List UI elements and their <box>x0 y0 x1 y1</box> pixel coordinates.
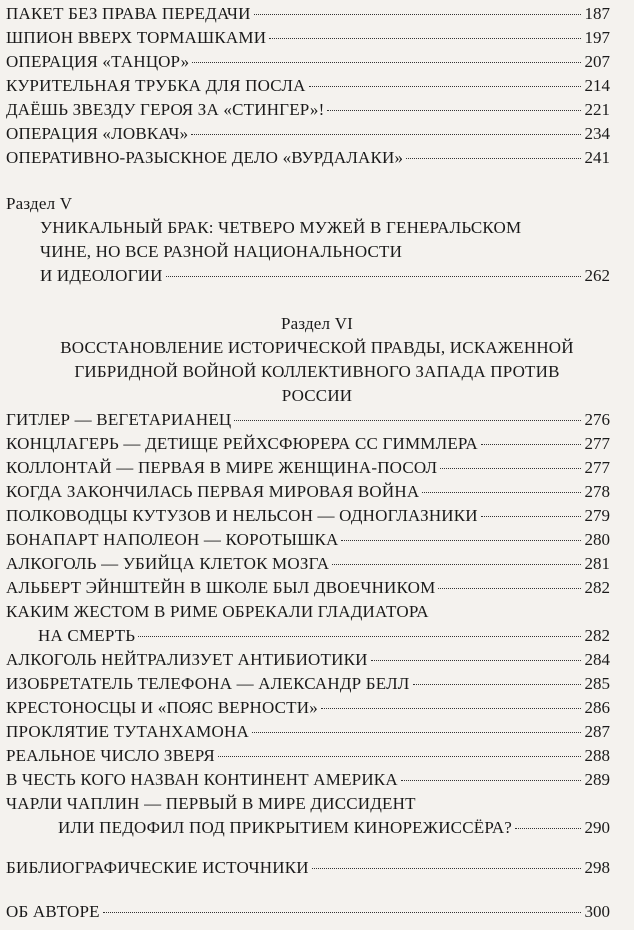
toc-entry-page: 234 <box>584 124 610 143</box>
toc-entry-page: 287 <box>584 722 610 741</box>
toc-entry <box>40 264 610 288</box>
toc-entry-page: 207 <box>584 52 610 71</box>
toc-entry <box>6 768 610 792</box>
toc-entry-title: ОБ АВТОРЕ <box>6 902 100 921</box>
toc-entry-page: 197 <box>584 28 610 47</box>
toc-entry <box>6 576 610 600</box>
toc-entry-title: В ЧЕСТЬ КОГО НАЗВАН КОНТИНЕНТ АМЕРИКА <box>6 770 398 789</box>
toc-entry-page: 286 <box>584 698 610 717</box>
toc-entry-page: 282 <box>584 578 610 597</box>
toc-entry <box>6 720 610 744</box>
toc-entry <box>6 456 610 480</box>
dot-leader <box>234 419 580 421</box>
toc-entry <box>58 816 610 840</box>
dot-leader <box>192 61 580 63</box>
toc-entry-title: КОНЦЛАГЕРЬ — ДЕТИЩЕ РЕЙХСФЮРЕРА СС ГИММЛЕРА <box>6 434 478 453</box>
toc-entry-title: КРЕСТОНОСЦЫ И «ПОЯС ВЕРНОСТИ» <box>6 698 318 717</box>
toc-entry-title: ИЗОБРЕТАТЕЛЬ ТЕЛЕФОНА — АЛЕКСАНДР БЕЛЛ <box>6 674 410 693</box>
toc-entry <box>6 648 610 672</box>
toc-entry-page: 285 <box>584 674 610 693</box>
toc-entry <box>6 696 610 720</box>
dot-leader <box>481 443 581 445</box>
dot-leader <box>254 13 581 15</box>
section-vi-label: Раздел VI <box>280 314 354 333</box>
toc-entry-title-line2: ИЛИ ПЕДОФИЛ ПОД ПРИКРЫТИЕМ КИНОРЕЖИССЁРА? <box>58 818 513 837</box>
toc-entry-title-line2: НА СМЕРТЬ <box>38 626 136 645</box>
toc-entry-title: ОПЕРАЦИЯ «ЛОВКАЧ» <box>6 124 189 143</box>
dot-leader <box>332 563 580 565</box>
toc-entry-page: 281 <box>584 554 610 573</box>
toc-entry <box>38 624 610 648</box>
dot-leader <box>371 659 581 661</box>
section-v-title-line3: И ИДЕОЛОГИИ <box>40 266 163 285</box>
toc-entry-page: 262 <box>584 266 610 285</box>
toc-entry-title: БОНАПАРТ НАПОЛЕОН — КОРОТЫШКА <box>6 530 339 549</box>
toc-entry-page: 300 <box>584 902 610 921</box>
toc-entry-page: 288 <box>584 746 610 765</box>
dot-leader <box>166 275 581 277</box>
toc-entry-title: КОЛЛОНТАЙ — ПЕРВАЯ В МИРЕ ЖЕНЩИНА-ПОСОЛ <box>6 458 438 477</box>
dot-leader <box>515 827 580 829</box>
toc-entry-page: 279 <box>584 506 610 525</box>
toc-entry-page: 298 <box>584 858 610 877</box>
dot-leader <box>138 635 580 637</box>
toc-entry-page: 214 <box>584 76 610 95</box>
toc-entry-page: 187 <box>584 4 610 23</box>
dot-leader <box>252 731 581 733</box>
dot-leader <box>269 37 580 39</box>
section-vi-heading-line2: ГИБРИДНОЙ ВОЙНОЙ КОЛЛЕКТИВНОГО ЗАПАДА ПРОТИВ <box>74 362 560 381</box>
toc-entry-title: ПОЛКОВОДЦЫ КУТУЗОВ И НЕЛЬСОН — ОДНОГЛАЗНИКИ <box>6 506 478 525</box>
toc-entry-title: АЛКОГОЛЬ — УБИЙЦА КЛЕТОК МОЗГА <box>6 554 330 573</box>
toc-entry <box>6 2 610 26</box>
toc-entry-title-line1: ЧАРЛИ ЧАПЛИН — ПЕРВЫЙ В МИРЕ ДИССИДЕНТ <box>6 794 416 813</box>
dot-leader <box>413 683 581 685</box>
toc-entry <box>6 672 610 696</box>
section-vi-heading-line3: РОССИИ <box>281 386 353 405</box>
toc-entry-page: 277 <box>584 458 610 477</box>
toc-entry-title: ШПИОН ВВЕРХ ТОРМАШКАМИ <box>6 28 267 47</box>
toc-entry <box>6 98 610 122</box>
dot-leader <box>422 491 580 493</box>
dot-leader <box>406 157 580 159</box>
toc-entry-title: КУРИТЕЛЬНАЯ ТРУБКА ДЛЯ ПОСЛА <box>6 76 306 95</box>
toc-entry <box>6 528 610 552</box>
dot-leader <box>481 515 581 517</box>
dot-leader <box>438 587 580 589</box>
toc-entry-page: 289 <box>584 770 610 789</box>
toc-entry-title: РЕАЛЬНОЕ ЧИСЛО ЗВЕРЯ <box>6 746 215 765</box>
toc-entry <box>6 74 610 98</box>
toc-entry-page: 221 <box>584 100 610 119</box>
toc-entry-page: 284 <box>584 650 610 669</box>
toc-entry <box>6 146 610 170</box>
toc-entry-page: 241 <box>584 148 610 167</box>
toc-entry-page: 278 <box>584 482 610 501</box>
toc-entry <box>6 26 610 50</box>
dot-leader <box>312 867 581 869</box>
toc-entry-title: ПРОКЛЯТИЕ ТУТАНХАМОНА <box>6 722 249 741</box>
toc-entry-title: ГИТЛЕР — ВЕГЕТАРИАНЕЦ <box>6 410 232 429</box>
toc-entry-page: 276 <box>584 410 610 429</box>
toc-entry-title: БИБЛИОГРАФИЧЕСКИЕ ИСТОЧНИКИ <box>6 858 309 877</box>
toc-entry-bibliography <box>6 856 610 880</box>
toc-entry-about-author <box>6 900 610 924</box>
dot-leader <box>327 109 580 111</box>
toc-entry-page: 280 <box>584 530 610 549</box>
toc-entry <box>6 50 610 74</box>
section-v-title-line1: УНИКАЛЬНЫЙ БРАК: ЧЕТВЕРО МУЖЕЙ В ГЕНЕРАЛЬСКОМ <box>40 218 522 237</box>
dot-leader <box>103 911 581 913</box>
toc-entry-title: ПАКЕТ БЕЗ ПРАВА ПЕРЕДАЧИ <box>6 4 251 23</box>
toc-entry <box>6 744 610 768</box>
toc-entry-title-line1: КАКИМ ЖЕСТОМ В РИМЕ ОБРЕКАЛИ ГЛАДИАТОРА <box>6 602 429 621</box>
dot-leader <box>341 539 580 541</box>
dot-leader <box>401 779 581 781</box>
toc-entry-title: КОГДА ЗАКОНЧИЛАСЬ ПЕРВАЯ МИРОВАЯ ВОЙНА <box>6 482 420 501</box>
toc-entry <box>6 480 610 504</box>
dot-leader <box>440 467 580 469</box>
toc-entry-page: 277 <box>584 434 610 453</box>
dot-leader <box>191 133 580 135</box>
toc-entry-title: ОПЕРАТИВНО-РАЗЫСКНОЕ ДЕЛО «ВУРДАЛАКИ» <box>6 148 404 167</box>
dot-leader <box>309 85 581 87</box>
toc-entry-page: 290 <box>584 818 610 837</box>
toc-entry-page: 282 <box>584 626 610 645</box>
toc-entry-title: АЛКОГОЛЬ НЕЙТРАЛИЗУЕТ АНТИБИОТИКИ <box>6 650 368 669</box>
toc-entry-title: ДАЁШЬ ЗВЕЗДУ ГЕРОЯ ЗА «СТИНГЕР»! <box>6 100 325 119</box>
toc-entry <box>6 552 610 576</box>
dot-leader <box>321 707 581 709</box>
section-v-label: Раздел V <box>6 194 73 213</box>
toc-entry <box>6 408 610 432</box>
toc-entry-title: АЛЬБЕРТ ЭЙНШТЕЙН В ШКОЛЕ БЫЛ ДВОЕЧНИКОМ <box>6 578 436 597</box>
dot-leader <box>218 755 581 757</box>
toc-entry-title: ОПЕРАЦИЯ «ТАНЦОР» <box>6 52 190 71</box>
section-vi-heading-line1: ВОССТАНОВЛЕНИЕ ИСТОРИЧЕСКОЙ ПРАВДЫ, ИСКАЖЕННОЙ <box>60 338 574 357</box>
toc-entry <box>6 504 610 528</box>
toc-entry <box>6 432 610 456</box>
section-v-title-line2: ЧИНЕ, НО ВСЕ РАЗНОЙ НАЦИОНАЛЬНОСТИ <box>40 242 403 261</box>
toc-entry <box>6 122 610 146</box>
